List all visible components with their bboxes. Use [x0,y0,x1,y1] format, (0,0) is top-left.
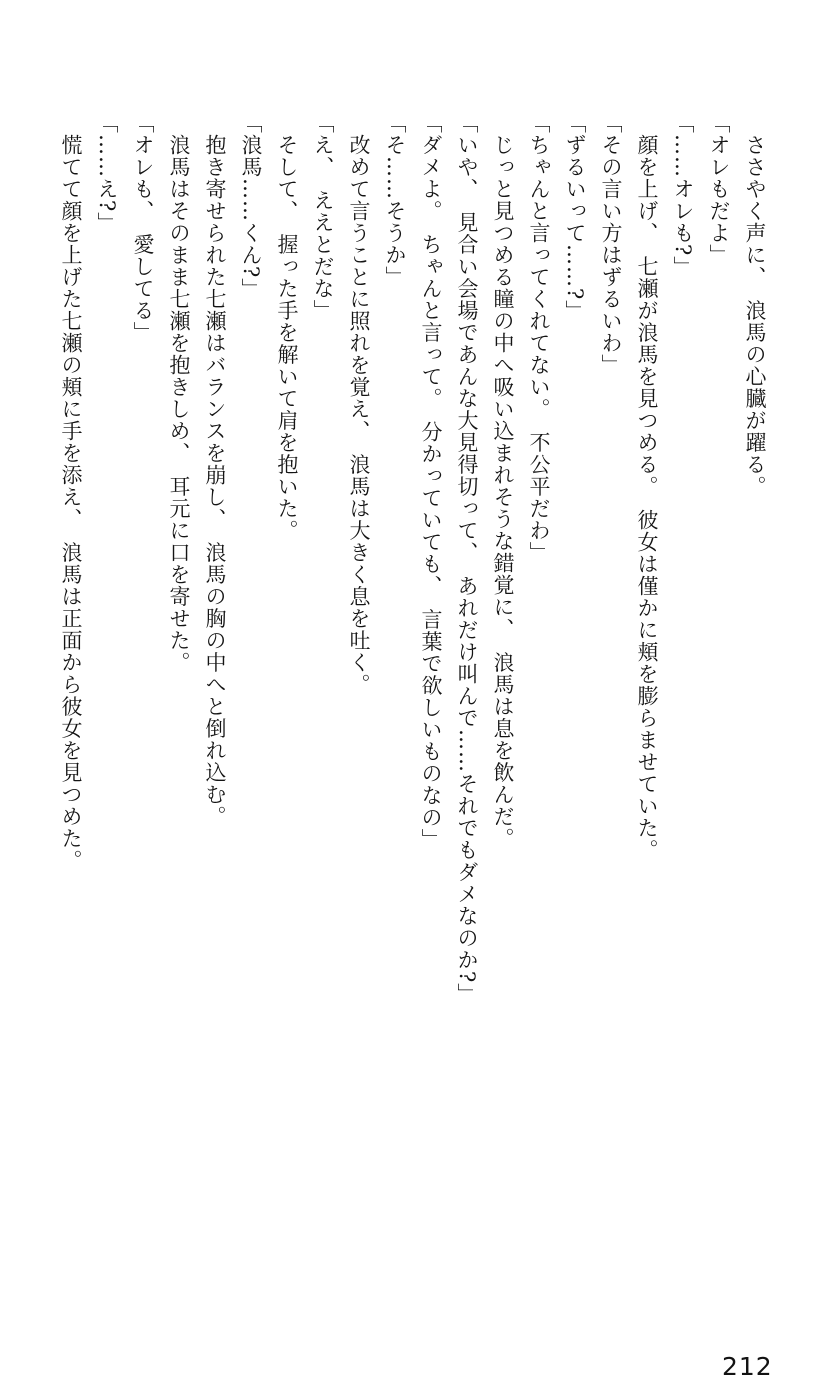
text-line: ささやく声に、 浪馬の心臓が躍る。 [743,112,767,498]
text-line: 抱き寄せられた七瀬はバランスを崩し、 浪馬の胸の中へと倒れ込む。 [203,112,227,828]
text-line: 「ちゃんと言ってくれてない。 不公平だわ」 [527,112,551,564]
text-line: 改めて言うことに照れを覚え、 浪馬は大きく息を吐く。 [347,112,371,696]
text-line: 「オレもだよ」 [707,112,731,266]
text-line: 浪馬はそのまま七瀬を抱きしめ、 耳元に口を寄せた。 [167,112,191,674]
text-line: 「浪馬……くん?」 [239,112,263,301]
text-line: 「……オレも?」 [671,112,695,279]
text-line: 「……え?」 [95,112,119,235]
text-line: そして、 握った手を解いて肩を抱いた。 [275,112,299,542]
text-line: 「そ……そうか」 [383,112,407,288]
text-line: じっと見つめる瞳の中へ吸い込まれそうな錯覚に、 浪馬は息を飲んだ。 [491,112,515,850]
text-line: 「え、 ええとだな」 [311,112,335,322]
text-line: 「いや、 見合い会場であんな大見得切って、 あれだけ叫んで……それでもダメなのか?」 [455,112,479,1006]
text-line: 「その言い方はずるいわ」 [599,112,623,376]
text-line: 「ずるいって……?」 [563,112,587,323]
text-line: 慌てて顔を上げた七瀬の頬に手を添え、 浪馬は正面から彼女を見つめた。 [59,112,83,872]
text-line: 「オレも、 愛してる」 [131,112,155,344]
page-number: 212 [722,1352,773,1381]
text-line: 顔を上げ、 七瀬が浪馬を見つめる。 彼女は僅かに頬を膨らませていた。 [635,112,659,861]
vertical-text-block [53,112,773,1122]
text-line: 「ダメよ。 ちゃんと言って。 分かっていても、 言葉で欲しいものなの」 [419,112,443,851]
